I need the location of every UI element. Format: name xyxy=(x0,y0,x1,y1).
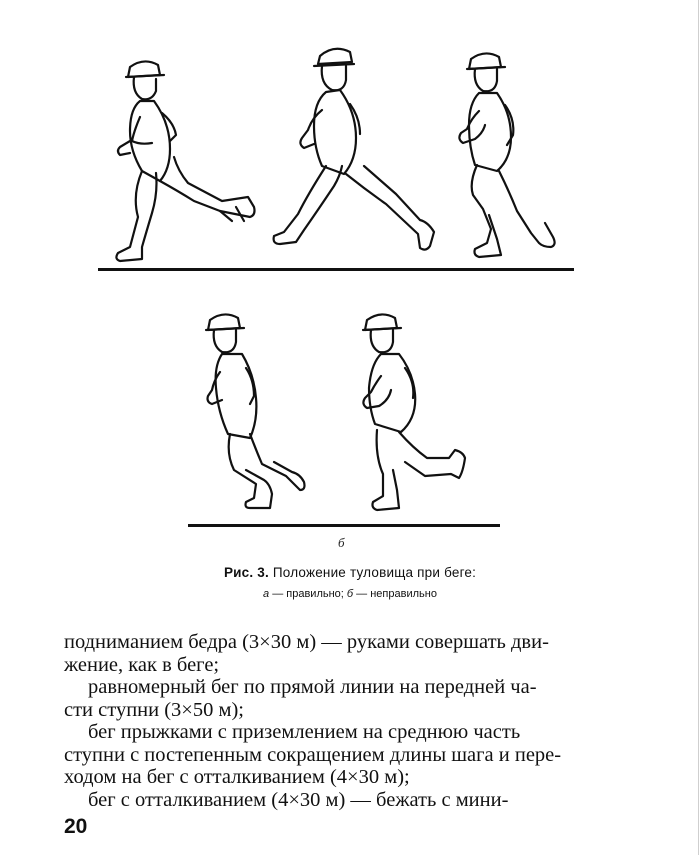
runner-figure-a2 xyxy=(270,40,460,270)
page-number: 20 xyxy=(64,815,88,838)
runner-figure-a3 xyxy=(455,45,575,270)
caption-a-letter: а xyxy=(263,588,270,600)
text-line: бег прыжками с приземлением на среднюю часть xyxy=(88,721,521,743)
text-line: жение, как в беге; xyxy=(64,653,220,676)
body-text xyxy=(64,631,636,811)
caption-prefix: Рис. 3. xyxy=(223,565,269,580)
caption-a-text: — правильно; xyxy=(272,588,344,600)
text-line: равномерный бег по прямой линии на передней ча- xyxy=(88,676,537,698)
text-line: сти ступни (3×50 м); xyxy=(64,698,244,721)
caption-title-text: Положение туловища при беге: xyxy=(272,565,477,580)
ground-line-bottom xyxy=(188,524,500,527)
caption-b-letter: б xyxy=(346,588,354,600)
runner-figure-a1 xyxy=(100,55,270,275)
runner-figure-b2 xyxy=(355,310,475,530)
text-line: ходом на бег с отталкиванием (4×30 м); xyxy=(64,766,410,788)
caption-b-text: — неправильно xyxy=(356,588,437,600)
figure-caption-title xyxy=(0,565,700,580)
figure-caption-legend xyxy=(0,588,700,600)
text-line: поднимaнием бедра (3×30 м) — руками совершать дви- xyxy=(64,631,549,653)
figure-label-b: б xyxy=(338,535,345,550)
text-line: ступни с постепенным сокращением длины шага и пере- xyxy=(64,743,562,766)
runner-figure-b1 xyxy=(200,310,320,530)
text-line: бег с отталкиванием (4×30 м) — бежать с мини- xyxy=(88,788,509,811)
